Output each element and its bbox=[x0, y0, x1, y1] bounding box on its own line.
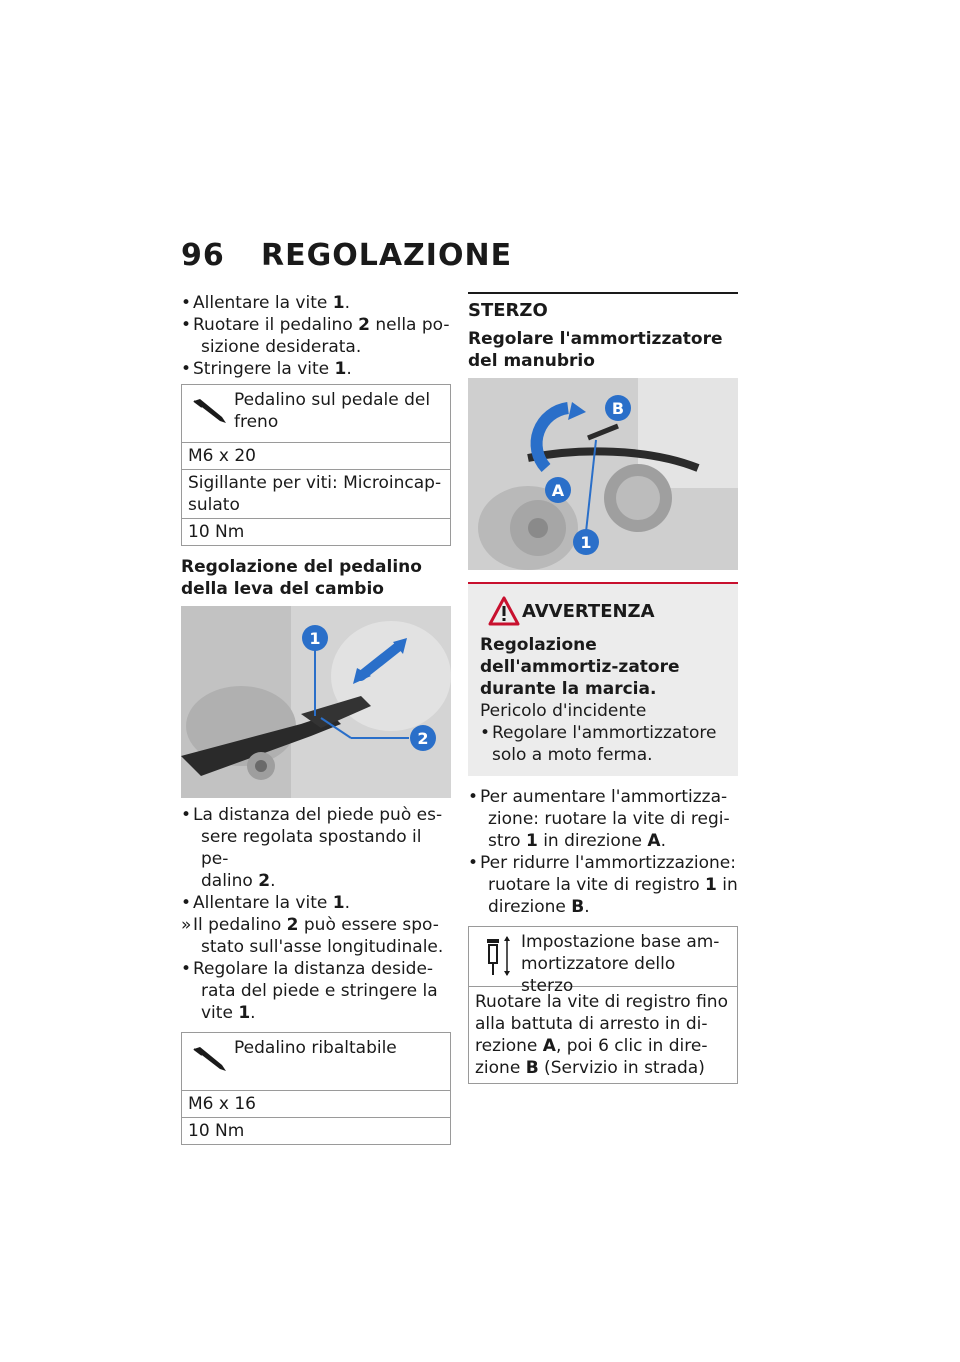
wrench-icon bbox=[192, 1043, 228, 1073]
warning-text: Pericolo d'incidente bbox=[480, 701, 647, 721]
warning-box bbox=[468, 582, 738, 776]
spec-header: Pedalino ribaltabile bbox=[182, 1033, 450, 1091]
list-item: • Regolare la distanza deside- rata del piede e stringere la vite 1. bbox=[181, 959, 438, 1023]
callout-label: A bbox=[551, 481, 565, 500]
list-item: • Per ridurre l'ammortizzazione: ruotare la vite di registro 1 in direzione B. bbox=[468, 853, 738, 917]
list-item: • Ruotare il pedalino 2 nella po- sizione desiderata. bbox=[181, 315, 450, 357]
list-item: » Il pedalino 2 può essere spo- stato sull'asse longitudinale. bbox=[181, 915, 444, 957]
right-column bbox=[468, 292, 738, 1084]
spec-row: M6 x 16 bbox=[182, 1091, 450, 1118]
warning-triangle-icon bbox=[488, 596, 520, 626]
wrench-icon bbox=[192, 395, 228, 425]
torque-spec-table bbox=[181, 1032, 451, 1145]
page-title: REGOLAZIONE bbox=[261, 238, 513, 273]
warning-title: AVVERTENZA bbox=[480, 596, 728, 628]
steering-damper-photo bbox=[468, 378, 738, 570]
spec-row: Ruotare la vite di registro fino alla battuta di arresto in di-rezione A, poi 6 clic in dire-zione B (Servizio in strada) bbox=[475, 992, 728, 1078]
shift-lever-photo bbox=[181, 606, 451, 798]
spec-row: 10 Nm bbox=[188, 1121, 245, 1141]
callout-label: B bbox=[611, 399, 625, 418]
damper-setting-table bbox=[468, 926, 738, 1084]
torque-spec-table bbox=[181, 384, 451, 546]
damper-icon bbox=[477, 933, 517, 979]
spec-row: 10 Nm bbox=[188, 522, 245, 542]
section-subheading: Regolare l'ammortizzatore del manubrio bbox=[468, 329, 723, 371]
warning-heading: Regolazione dell'ammortiz-zatore durante la marcia. bbox=[480, 635, 680, 699]
callout-label: 2 bbox=[417, 729, 429, 748]
list-item: • Allentare la vite 1. bbox=[181, 893, 350, 913]
left-column bbox=[181, 292, 451, 1145]
page-header bbox=[181, 238, 512, 273]
page-number: 96 bbox=[181, 238, 225, 273]
spec-row: M6 x 20 bbox=[182, 443, 450, 470]
list-item: • La distanza del piede può es- sere regolata spostando il pe- dalino 2. bbox=[181, 805, 443, 891]
warning-bullet: • Regolare l'ammortizzatore solo a moto ferma. bbox=[480, 723, 717, 765]
spec-header: Impostazione base am-mortizzatore dello sterzo bbox=[469, 927, 737, 987]
list-item: • Allentare la vite 1. bbox=[181, 293, 350, 313]
list-item: • Stringere la vite 1. bbox=[181, 359, 352, 379]
section-subheading: Regolazione del pedalino della leva del cambio bbox=[181, 557, 422, 599]
section-divider bbox=[468, 292, 738, 294]
list-item: • Per aumentare l'ammortizza- zione: ruotare la vite di regi- stro 1 in direzione A. bbox=[468, 787, 730, 851]
callout-label: 1 bbox=[309, 629, 321, 648]
section-title: STERZO bbox=[468, 300, 548, 321]
spec-header: Pedalino sul pedale del freno bbox=[182, 385, 450, 443]
spec-row: Sigillante per viti: Microincap-sulato bbox=[182, 470, 450, 519]
callout-label: 1 bbox=[580, 533, 592, 552]
